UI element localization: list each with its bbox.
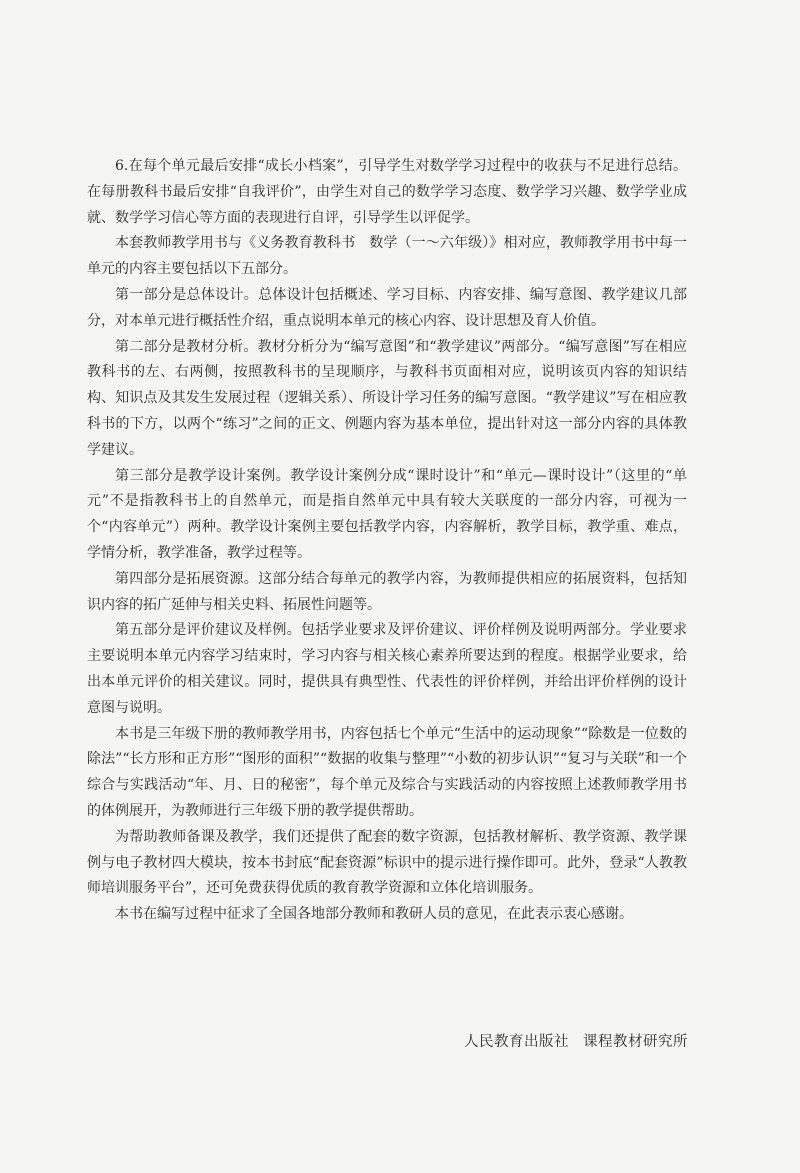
- publisher-name: 人民教育出版社: [464, 1034, 569, 1050]
- paragraph-part-one: 第一部分是总体设计。总体设计包括概述、学习目标、内容安排、编写意图、教学建议几部分，对本单元进行概括性介绍，重点说明本单元的核心内容、设计思想及育人价值。: [87, 286, 687, 329]
- signature: [430, 1030, 688, 1051]
- paragraph-growth-record: 6.在每个单元最后安排“成长小档案”，引导学生对数学学习过程中的收获与不足进行总结。在每册教科书最后安排“自我评价”，由学生对自己的数学学习态度、数学学习兴趣、数学学业成就、数学学习信心等方面的表现进行自评，引导学生以评促学。: [87, 158, 687, 226]
- paragraph-digital-resources: 为帮助教师备课及教学，我们还提供了配套的数字资源，包括教材解析、教学资源、教学课例与电子教材四大模块，按本书封底“配套资源”标识中的提示进行操作即可。此外，登录“人教教师培训服务平台”，还可免费获得优质的教育教学资源和立体化培训服务。: [87, 828, 687, 897]
- institute-name: 课程教材研究所: [583, 1034, 688, 1050]
- paragraph-part-three: 第三部分是教学设计案例。教学设计案例分成“课时设计”和“单元—课时设计”（这里的“单元”不是指教科书上的自然单元，而是指自然单元中具有较大关联度的一部分内容，可视为一个“内容单元”）两种。教学设计案例主要包括教学内容，内容解析，教学目标，教学重、难点，学情分析，教学准备，教学过程等。: [87, 467, 687, 561]
- paragraph-part-five: 第五部分是评价建议及样例。包括学业要求及评价建议、评价样例及说明两部分。学业要求主要说明本单元内容学习结束时，学习内容与相关核心素养所要达到的程度。根据学业要求，给出本单元评价的相关建议。同时，提供具有典型性、代表性的评价样例，并给出评价样例的设计意图与说明。: [87, 622, 687, 716]
- paragraph-part-four: 第四部分是拓展资源。这部分结合每单元的教学内容，为教师提供相应的拓展资料，包括知识内容的拓广延伸与相关史料、拓展性问题等。: [87, 570, 687, 613]
- paragraph-part-two: 第二部分是教材分析。教材分析分为“编写意图”和“教学建议”两部分。“编写意图”写在相应教科书的左、右两侧，按照教科书的呈现顺序，与教科书页面相对应，说明该页内容的知识结构、知识点及其发生发展过程（逻辑关系）、所设计学习任务的编写意图。“教学建议”写在相应教科书的下方，以两个“练习”之间的正文、例题内容为基本单位，提出针对这一部分内容的具体教学建议。: [87, 338, 687, 458]
- paragraph-book-structure: 本套教师教学用书与《义务教育教科书 数学（一～六年级）》相对应，教师教学用书中每一单元的内容主要包括以下五部分。: [87, 235, 687, 278]
- paragraph-book-contents: 本书是三年级下册的教师教学用书，内容包括七个单元“生活中的运动现象”“除数是一位数的除法”“长方形和正方形”“图形的面积”“数据的收集与整理”“小数的初步认识”“复习与关联”和一个综合与实践活动“年、月、日的秘密”，每个单元及综合与实践活动的内容按照上述教师教学用书的体例展开，为教师进行三年级下册的教学提供帮助。: [87, 725, 687, 819]
- preface-body: [87, 154, 687, 928]
- paragraph-acknowledgement: 本书在编写过程中征求了全国各地部分教师和教研人员的意见，在此表示衷心感谢。: [115, 906, 633, 923]
